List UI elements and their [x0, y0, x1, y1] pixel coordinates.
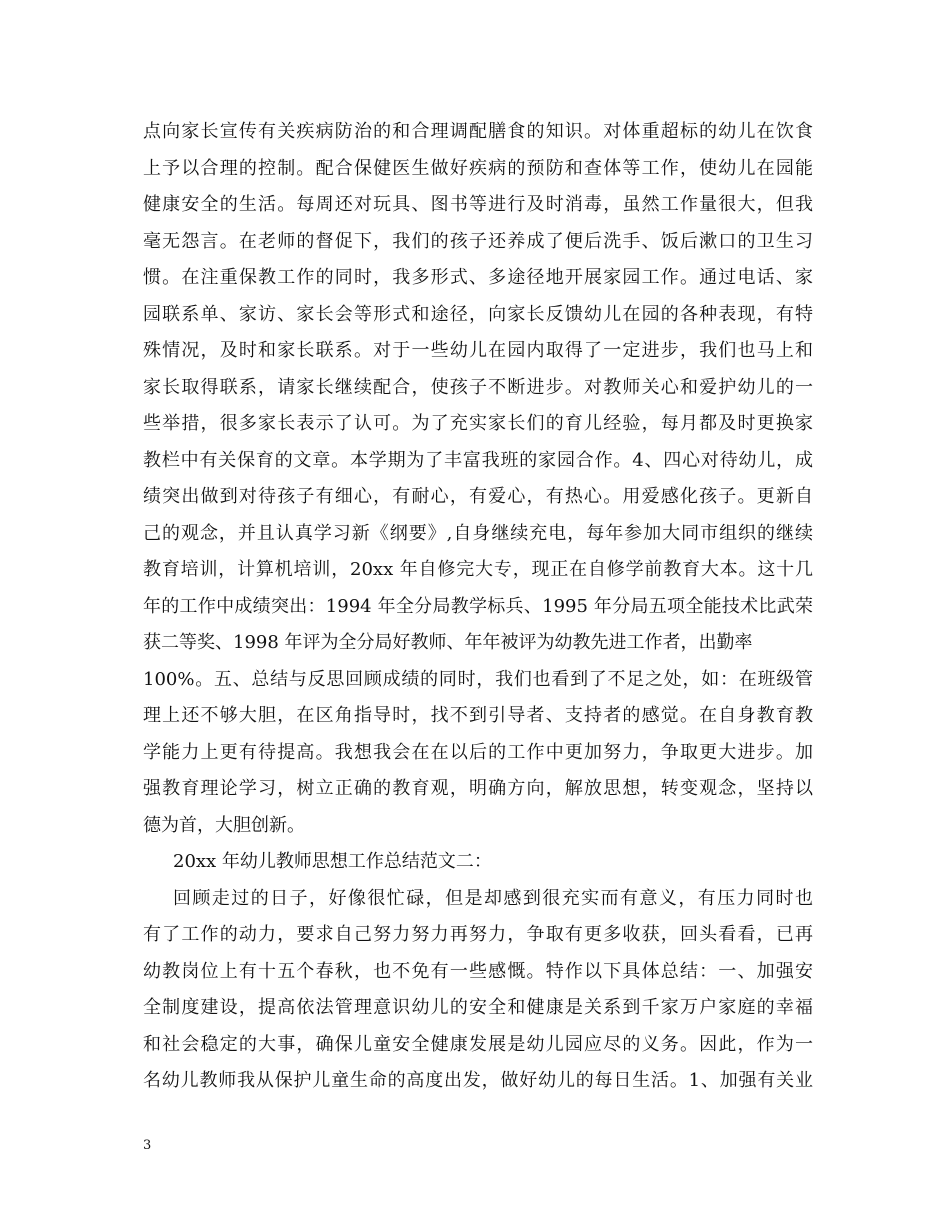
paragraph-line: 绩突出做到对待孩子有细心，有耐心，有爱心，有热心。用爱感化孩子。更新自 [143, 486, 813, 507]
paragraph-line: 己的观念，并且认真学习新《纲要》,自身继续充电，每年参加大同市组织的继续 [143, 522, 813, 544]
paragraph-line: 毫无怨言。在老师的督促下，我们的孩子还养成了便后洗手、饭后漱口的卫生习 [143, 230, 813, 252]
document-body [143, 114, 813, 1100]
paragraph-line: 学能力上更有待提高。我想我会在在以后的工作中更加努力，争取更大进步。加 [143, 741, 813, 763]
paragraph-line: 上予以合理的控制。配合保健医生做好疾病的预防和查体等工作，使幼儿在园能 [143, 157, 813, 179]
paragraph-line: 强教育理论学习，树立正确的教育观，明确方向，解放思想，转变观念，坚持以 [143, 778, 813, 799]
paragraph-line: 健康安全的生活。每周还对玩具、图书等进行及时消毒，虽然工作量很大，但我 [143, 194, 813, 215]
paragraph-line: 点向家长宣传有关疾病防治的和合理调配膳食的知识。对体重超标的幼儿在饮食 [143, 121, 813, 142]
paragraph-line: 德为首，大胆创新。 [143, 814, 305, 836]
paragraph-line: 年的工作中成绩突出：1994 年全分局教学标兵、1995 年分局五项全能技术比武荣 [143, 595, 813, 617]
paragraph-line: 100%。五、总结与反思回顾成绩的同时，我们也看到了不足之处，如：在班级管 [143, 668, 813, 690]
paragraph-line: 全制度建设，提高依法管理意识幼儿的安全和健康是关系到千家万户家庭的幸福 [143, 997, 813, 1018]
paragraph-line: 20xx 年幼儿教师思想工作总结范文二： [173, 851, 492, 872]
paragraph-line: 回顾走过的日子，好像很忙碌，但是却感到很充实而有意义，有压力同时也 [173, 887, 813, 909]
paragraph-line: 教育培训，计算机培训，20xx 年自修完大专，现正在自修学前教育大本。这十几 [143, 559, 813, 580]
paragraph-line: 和社会稳定的大事，确保儿童安全健康发展是幼儿园应尽的义务。因此，作为一 [143, 1033, 813, 1055]
paragraph-line: 殊情况，及时和家长联系。对于一些幼儿在园内取得了一定进步，我们也马上和 [143, 340, 813, 361]
page-number: 3 [143, 1138, 152, 1153]
paragraph-line: 理上还不够大胆，在区角指导时，找不到引导者、支持者的感觉。在自身教育教 [143, 705, 813, 726]
paragraph-line: 有了工作的动力，要求自己努力努力再努力，争取有更多收获，回头看看，已再 [143, 924, 813, 945]
paragraph-line: 家长取得联系，请家长继续配合，使孩子不断进步。对教师关心和爱护幼儿的一 [143, 376, 813, 398]
paragraph-line: 幼教岗位上有十五个春秋，也不免有一些感慨。特作以下具体总结：一、加强安 [143, 960, 813, 982]
paragraph-line: 惯。在注重保教工作的同时，我多形式、多途径地开展家园工作。通过电话、家 [143, 267, 813, 288]
paragraph-line: 名幼儿教师我从保护儿童生命的高度出发，做好幼儿的每日生活。1、加强有关业 [143, 1070, 813, 1091]
paragraph-line: 获二等奖、1998 年评为全分局好教师、年年被评为幼教先进工作者，出勤率 [143, 632, 753, 653]
paragraph-line: 园联系单、家访、家长会等形式和途径，向家长反馈幼儿在园的各种表现，有特 [143, 303, 813, 325]
paragraph-line: 教栏中有关保育的文章。本学期为了丰富我班的家园合作。4、四心对待幼儿，成 [143, 449, 813, 471]
paragraph-line: 些举措，很多家长表示了认可。为了充实家长们的育儿经验，每月都及时更换家 [143, 413, 813, 434]
